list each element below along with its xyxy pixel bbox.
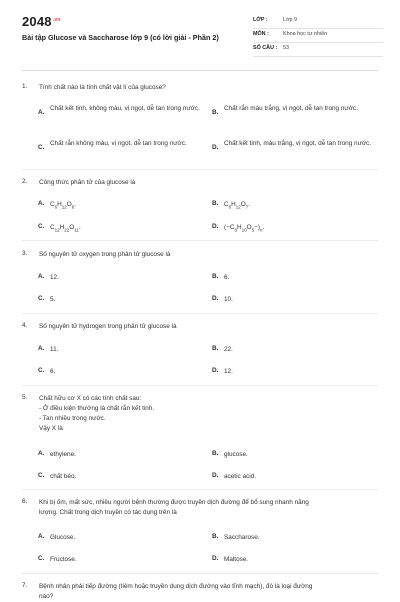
logo-suffix: .vn <box>52 16 61 23</box>
option-letter: A. <box>38 109 45 116</box>
question-line: Bệnh nhân phải tiếp đường (tiêm hoặc truyền dung dịch đường vào tĩnh mạch), đó là loại đường <box>39 583 313 590</box>
question-number: 7. <box>22 582 28 589</box>
question-line: lượng. Chất trong dịch truyền có tác dụng trên là <box>39 509 177 516</box>
option-text <box>224 223 264 235</box>
option-letter: B. <box>212 345 219 352</box>
option-letter: D. <box>212 144 219 151</box>
meta-class-row <box>253 14 383 29</box>
formula-display: $C_6H_{12}O_7$. <box>224 201 251 210</box>
option-text: 11. <box>50 346 59 353</box>
formula-display: $C_6H_{12}O_6$. <box>50 201 77 210</box>
option-letter: B. <box>212 200 219 207</box>
question-divider <box>22 169 378 170</box>
option-text <box>50 223 81 235</box>
site-logo[interactable] <box>22 14 61 29</box>
question-number: 6. <box>22 498 28 505</box>
option-letter: C. <box>38 295 45 302</box>
question-text: Công thức phân tử của glucose là <box>39 179 136 186</box>
option-letter: C. <box>38 367 45 374</box>
option-text: Chất rắn không màu, vị ngọt, dễ tan trong nước. <box>50 140 187 147</box>
question-text: Số nguyên tử hydrogen trong phân tử glucose là <box>39 323 177 330</box>
option-letter: A. <box>38 533 45 540</box>
formula-display: $C_{12}H_{22}O_{11}$. <box>50 224 81 233</box>
option-letter: C. <box>38 555 45 562</box>
logo-text: 2048 <box>22 14 52 29</box>
option-text: ethylene. <box>50 451 76 458</box>
option-letter: B. <box>212 450 219 457</box>
option-text: acetic acid. <box>224 473 256 480</box>
option-letter: B. <box>212 533 219 540</box>
meta-count-value: 53 <box>283 45 289 51</box>
option-text: 22. <box>224 346 233 353</box>
option-letter: A. <box>38 450 45 457</box>
option-letter: D. <box>212 472 219 479</box>
option-text: Saccharose. <box>224 534 260 541</box>
meta-class-key: LỚP : <box>253 17 268 23</box>
page-title: Bài tập Glucose và Saccharose lớp 9 (có lời giải - Phần 2) <box>22 33 219 42</box>
question-line: Chất hữu cơ X có các tính chất sau: <box>39 395 142 402</box>
question-divider <box>22 385 378 386</box>
question-line: - Ở điều kiện thường là chất rắn kết tinh. <box>39 405 155 412</box>
question-text: Tính chất nào là tính chất vật lí của glucose? <box>39 84 166 91</box>
option-text: Maltose. <box>224 556 249 563</box>
option-letter: D. <box>212 367 219 374</box>
option-text: 10. <box>224 296 233 303</box>
document-header <box>0 0 400 68</box>
option-letter: C. <box>38 144 45 151</box>
question-number: 5. <box>22 394 28 401</box>
option-text: Chất kết tinh, màu trắng, vị ngọt, dễ tan trong nước. <box>224 140 372 147</box>
option-text: 5. <box>50 296 56 303</box>
question-divider <box>22 573 378 574</box>
question-line: nào? <box>39 593 54 600</box>
meta-count-key: SỐ CÂU : <box>253 45 278 51</box>
option-text: Chất kết tinh, không màu, vị ngọt, dễ tan trong nước. <box>50 105 200 112</box>
option-text <box>224 200 250 212</box>
question-text <box>39 582 379 602</box>
option-letter: B. <box>212 109 219 116</box>
option-letter: A. <box>38 345 45 352</box>
question-line: - Tan nhiều trong nước. <box>39 415 106 422</box>
option-letter: D. <box>212 223 219 230</box>
meta-class-value: Lớp 9 <box>283 17 298 23</box>
question-text <box>39 394 379 434</box>
option-letter: D. <box>212 555 219 562</box>
option-letter: B. <box>212 273 219 280</box>
question-divider <box>22 313 378 314</box>
option-text: 12. <box>224 368 233 375</box>
meta-subject-value: Khoa học tự nhiên <box>283 31 328 37</box>
meta-subject-key: MÔN : <box>253 31 269 37</box>
question-divider <box>22 489 378 490</box>
option-text: glucose. <box>224 451 248 458</box>
option-text: Chất rắn màu trắng, vị ngọt, dễ tan trong nước. <box>224 105 358 112</box>
option-text <box>50 200 76 212</box>
header-divider <box>22 70 378 71</box>
formula-display: $(-C_6H_{10}O_5-)_n$. <box>224 224 265 233</box>
question-line: Khi bị ốm, mất sức, nhiều người bệnh thường được truyền dịch đường để bổ sung nhanh năng <box>39 499 309 506</box>
option-letter: A. <box>38 200 45 207</box>
option-text: 12. <box>50 274 59 281</box>
question-divider <box>22 240 378 241</box>
question-number: 3. <box>22 250 28 257</box>
option-text: 6. <box>224 274 230 281</box>
option-letter: A. <box>38 273 45 280</box>
meta-subject-row <box>253 28 383 43</box>
option-text: Fructose. <box>50 556 77 563</box>
question-text <box>39 498 379 518</box>
question-line: Vậy X là <box>39 425 63 432</box>
question-number: 2. <box>22 178 28 185</box>
option-letter: C. <box>38 472 45 479</box>
question-text: Số nguyên tử oxygen trong phân tử glucose là <box>39 251 171 258</box>
meta-count-row <box>253 42 383 57</box>
question-number: 1. <box>22 83 28 90</box>
question-number: 4. <box>22 322 28 329</box>
option-text: 6. <box>50 368 56 375</box>
option-text: Glucose. <box>50 534 76 541</box>
option-text: chất béo. <box>50 473 77 480</box>
option-letter: C. <box>38 223 45 230</box>
option-letter: D. <box>212 295 219 302</box>
